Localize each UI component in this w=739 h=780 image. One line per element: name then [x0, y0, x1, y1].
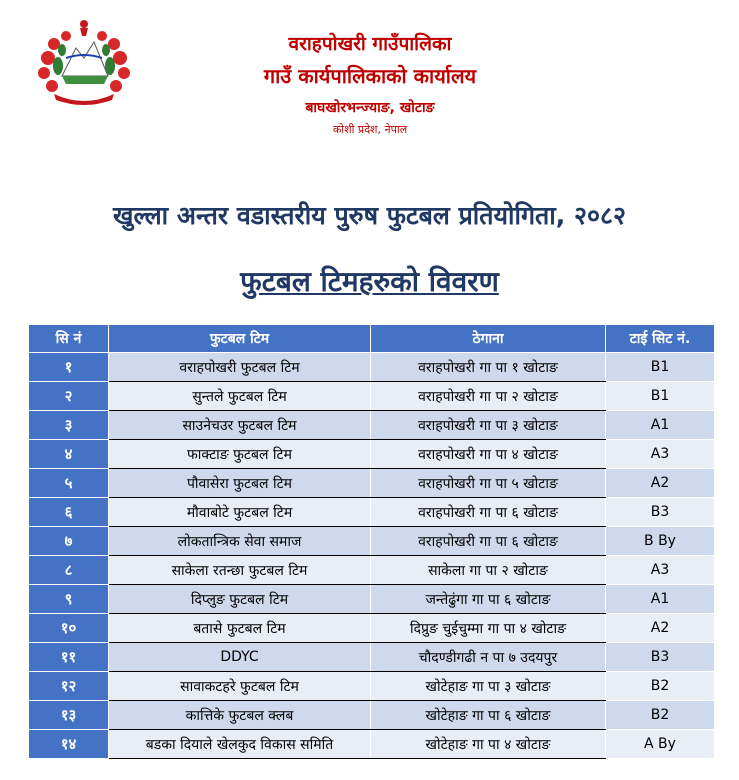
cell-team: बडका दियाले खेलकुद विकास समिति	[109, 730, 371, 759]
cell-sn: ८	[29, 556, 109, 585]
cell-sn: ९	[29, 585, 109, 614]
cell-tie-seat: A3	[606, 556, 715, 585]
cell-address: खोटेहाङ गा पा ६ खोटाङ	[371, 701, 606, 730]
cell-tie-seat: B2	[606, 672, 715, 701]
cell-sn: ७	[29, 527, 109, 556]
cell-sn: १४	[29, 730, 109, 759]
cell-team: सुन्तले फुटबल टिम	[109, 382, 371, 411]
table-row	[29, 556, 715, 585]
nepal-emblem-icon	[34, 18, 134, 108]
cell-address: वराहपोखरी गा पा ४ खोटाङ	[371, 440, 606, 469]
cell-team: साउनेचउर फुटबल टिम	[109, 411, 371, 440]
table-row	[29, 411, 715, 440]
cell-team: कात्तिके फुटबल क्लब	[109, 701, 371, 730]
cell-sn: ११	[29, 643, 109, 672]
cell-team: लोकतान्त्रिक सेवा समाज	[109, 527, 371, 556]
cell-sn: ४	[29, 440, 109, 469]
table-row	[29, 440, 715, 469]
cell-team: बतासे फुटबल टिम	[109, 614, 371, 643]
cell-address: चौदण्डीगढी न पा ७ उदयपुर	[371, 643, 606, 672]
cell-team: फाक्टाङ फुटबल टिम	[109, 440, 371, 469]
cell-tie-seat: B3	[606, 643, 715, 672]
header-sn: सि नं	[29, 325, 109, 353]
header-tie-seat: टाई सिट नं.	[606, 325, 715, 353]
office-name: गाउँ कार्यपालिकाको कार्यालय	[263, 64, 477, 88]
header-team: फुटबल टिम	[109, 325, 371, 353]
cell-team: पौवासेरा फुटबल टिम	[109, 469, 371, 498]
cell-team: साकेला रतन्छा फुटबल टिम	[109, 556, 371, 585]
cell-sn: ६	[29, 498, 109, 527]
table-row	[29, 353, 715, 382]
cell-address: खोटेहाङ गा पा ४ खोटाङ	[371, 730, 606, 759]
table-row	[29, 382, 715, 411]
document-title: खुल्ला अन्तर वडास्तरीय पुरुष फुटबल प्रतियोगिता, २०८२	[113, 201, 626, 230]
cell-address: जन्तेढुंगा गा पा ६ खोटाङ	[371, 585, 606, 614]
cell-address: दिप्रुङ चुईचुम्मा गा पा ४ खोटाङ	[371, 614, 606, 643]
table-row	[29, 643, 715, 672]
cell-tie-seat: A3	[606, 440, 715, 469]
table-row	[29, 614, 715, 643]
cell-team: सावाकटहरे फुटबल टिम	[109, 672, 371, 701]
cell-sn: ५	[29, 469, 109, 498]
cell-sn: २	[29, 382, 109, 411]
cell-team: दिप्लुङ फुटबल टिम	[109, 585, 371, 614]
cell-tie-seat: A2	[606, 614, 715, 643]
table-row	[29, 730, 715, 759]
municipality-name: वराहपोखरी गाउँपालिका	[288, 33, 452, 55]
cell-address: वराहपोखरी गा पा १ खोटाङ	[371, 353, 606, 382]
cell-address: वराहपोखरी गा पा ६ खोटाङ	[371, 498, 606, 527]
cell-tie-seat: B3	[606, 498, 715, 527]
cell-tie-seat: A By	[606, 730, 715, 759]
table-row	[29, 527, 715, 556]
cell-address: वराहपोखरी गा पा ३ खोटाङ	[371, 411, 606, 440]
office-location: बाघखोरभन्ज्याङ, खोटाङ	[305, 100, 435, 116]
province-country: कोशी प्रदेश, नेपाल	[332, 123, 408, 136]
cell-sn: १	[29, 353, 109, 382]
cell-address: वराहपोखरी गा पा २ खोटाङ	[371, 382, 606, 411]
cell-sn: १०	[29, 614, 109, 643]
table-row	[29, 701, 715, 730]
cell-team: DDYC	[109, 643, 371, 672]
cell-address: वराहपोखरी गा पा ५ खोटाङ	[371, 469, 606, 498]
cell-address: वराहपोखरी गा पा ६ खोटाङ	[371, 527, 606, 556]
table-row	[29, 585, 715, 614]
cell-sn: १२	[29, 672, 109, 701]
cell-tie-seat: B1	[606, 353, 715, 382]
cell-sn: ३	[29, 411, 109, 440]
table-row	[29, 498, 715, 527]
cell-tie-seat: B1	[606, 382, 715, 411]
table-row	[29, 672, 715, 701]
header-address: ठेगाना	[371, 325, 606, 353]
cell-tie-seat: A2	[606, 469, 715, 498]
table-row	[29, 469, 715, 498]
document-subtitle: फुटबल टिमहरुको विवरण	[240, 265, 499, 298]
cell-tie-seat: B By	[606, 527, 715, 556]
cell-team: मौवाबोटे फुटबल टिम	[109, 498, 371, 527]
cell-address: खोटेहाङ गा पा ३ खोटाङ	[371, 672, 606, 701]
cell-team: वराहपोखरी फुटबल टिम	[109, 353, 371, 382]
cell-sn: १३	[29, 701, 109, 730]
cell-tie-seat: A1	[606, 411, 715, 440]
cell-tie-seat: B2	[606, 701, 715, 730]
table-header-row	[29, 325, 715, 353]
teams-table	[28, 324, 715, 759]
cell-address: साकेला गा पा २ खोटाङ	[371, 556, 606, 585]
cell-tie-seat: A1	[606, 585, 715, 614]
